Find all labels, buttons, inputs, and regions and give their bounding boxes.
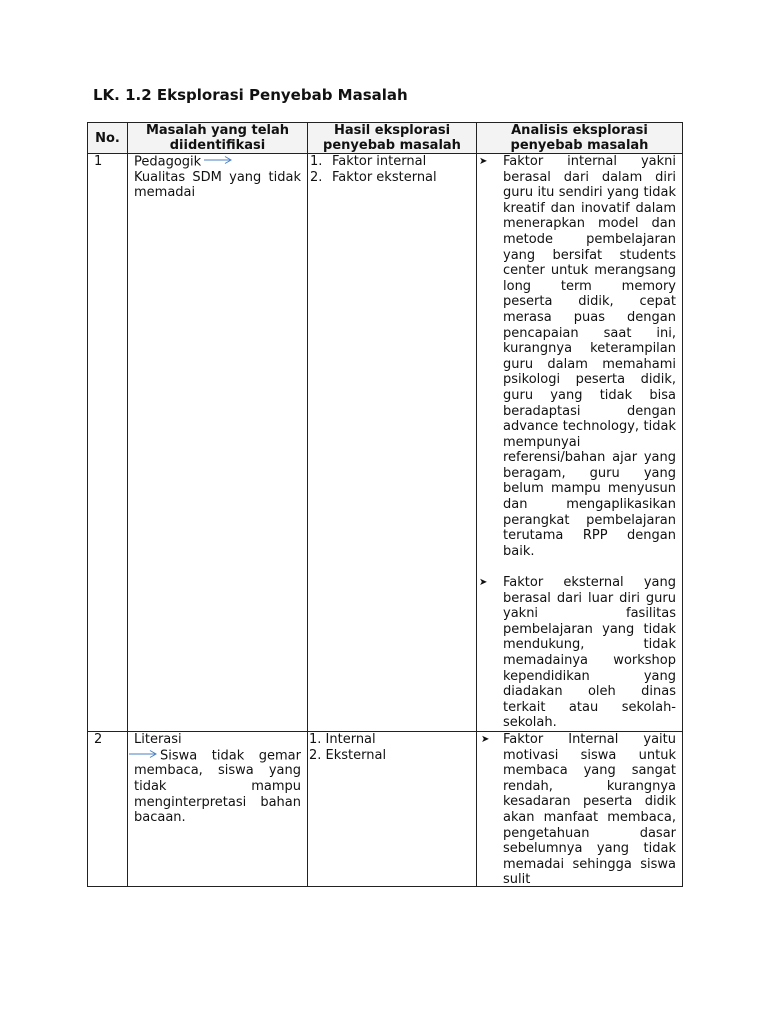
hasil-cell [308,154,477,732]
hasil-cell [308,731,477,886]
masalah-text-block [134,748,301,826]
row-number: 2 [88,731,128,886]
masalah-heading-line [134,154,301,170]
masalah-cell [128,154,308,732]
list-item: 2. Faktor eksternal [310,169,437,185]
list-item: 2. Eksternal [309,747,387,763]
table-row [88,731,683,886]
analisis-text: Faktor internal yakni berasal dari dalam diri guru itu sendiri yang tidak kreatif dan inovatif dalam menerapkan model dan metode pembelajaran yang bersifat students center untuk merangsang long term memory peserta didik, cepat merasa puas dengan pencapaian saat ini, kurangnya keterampilan guru dalam memahami psikologi peserta didik, guru yang tidak bisa beradaptasi dengan advance technology, tidak mempunyai referensi/bahan ajar yang beragam, guru yang belum mampu menyusun dan mengaplikasikan perangkat pembelajaran terutama RPP dengan baik. [503,154,676,559]
arrowhead-bullet-icon: ➤ [481,733,490,745]
masalah-text: Siswa tidak gemar membaca, siswa yang tidak mampu menginterpretasi bahan bacaan. [134,747,301,826]
masalah-text: Kualitas SDM yang tidak memadai [134,169,301,201]
table-header-row [88,123,683,154]
header-no: No. [88,123,128,154]
masalah-heading: Pedagogik [134,154,202,170]
list-item: 1. Faktor internal [310,154,427,169]
header-analisis: Analisis eksplorasi penyebab masalah [477,123,683,154]
row-number: 1 [88,154,128,732]
list-item [477,575,676,731]
arrowhead-bullet-icon: ➤ [479,156,488,167]
analisis-text: Faktor Internal yaitu motivasi siswa untuk membaca yang sangat rendah, kurangnya kesadaran peserta didik akan manfaat membaca, pengetahuan dasar sebelumnya yang tidak memadai sehingga siswa sulit [503,731,676,886]
page-title: LK. 1.2 Eksplorasi Penyebab Masalah [93,86,408,104]
header-masalah: Masalah yang telah diidentifikasi [128,123,308,154]
list-item [477,732,676,886]
problem-exploration-table [87,122,683,887]
masalah-heading: Literasi [134,731,182,747]
table-row [88,154,683,732]
arrowhead-bullet-icon: ➤ [479,577,488,589]
masalah-cell [128,731,308,886]
analisis-text: Faktor eksternal yang berasal dari luar diri guru yakni fasilitas pembelajaran yang tidak mendukung, tidak memadainya workshop kependidikan yang diadakan oleh dinas terkait atau sekolah-sekolah. [503,575,676,731]
list-item [477,154,676,559]
list-item: 1. Internal [309,731,376,747]
right-arrow-icon [128,748,158,764]
analisis-cell [477,154,683,732]
right-arrow-icon [203,154,233,170]
header-hasil: Hasil eksplorasi penyebab masalah [308,123,477,154]
analisis-cell [477,731,683,886]
